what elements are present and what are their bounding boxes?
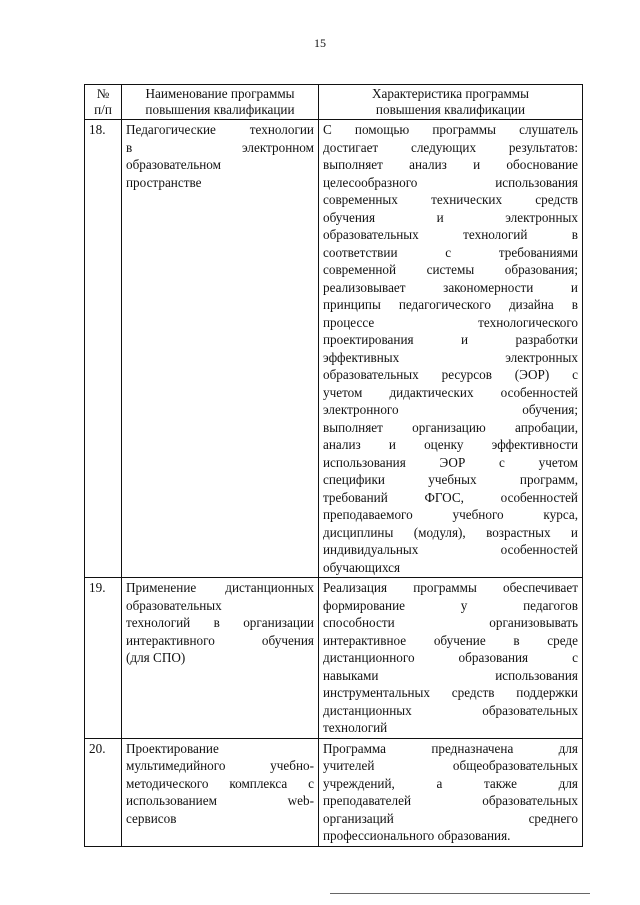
- row-number: 19.: [85, 578, 122, 739]
- program-name-line: мультимедийного учебно-: [126, 758, 314, 773]
- program-description-line: образовательных ресурсов (ЭОР) с: [323, 367, 578, 382]
- program-name: [122, 578, 319, 739]
- header-name-line: Наименование программы: [145, 86, 295, 101]
- program-name-line: методического комплекса с: [126, 775, 314, 791]
- program-description-line: инструментальных средств поддержки: [323, 685, 578, 700]
- page-number: 15: [314, 36, 326, 50]
- row-number: 20.: [85, 738, 122, 846]
- table-body: [85, 120, 583, 847]
- program-description-line: эффективных электронных: [323, 349, 578, 365]
- table-row: [85, 738, 583, 846]
- program-description: [319, 578, 583, 739]
- program-name-line: (для СПО): [126, 650, 186, 665]
- program-description-line: выполняет анализ и обоснование: [323, 157, 578, 172]
- program-description-line: принципы педагогического дизайна в: [323, 297, 578, 312]
- program-description-line: реализовывает закономерности и: [323, 279, 578, 295]
- program-description: [319, 738, 583, 846]
- program-name-line: пространстве: [126, 174, 202, 190]
- program-description-line: анализ и оценку эффективности: [323, 437, 578, 452]
- program-description-line: образовательных технологий в: [323, 227, 578, 242]
- program-description-line: способности организовывать: [323, 615, 578, 630]
- program-name-line: использованием web-: [126, 793, 314, 808]
- program-description-line: процессе технологического: [323, 314, 578, 330]
- program-name-line: Педагогические технологии: [126, 122, 314, 137]
- program-description-line: формирование у педагогов: [323, 597, 578, 613]
- header-num: [85, 85, 122, 120]
- program-description-line: Реализация программы обеспечивает: [323, 580, 578, 595]
- program-name: [122, 120, 319, 578]
- program-description-line: учителей общеобразовательных: [323, 758, 578, 773]
- programs-table: [84, 84, 583, 847]
- program-description-line: соответствии с требованиями: [323, 244, 578, 260]
- program-name-line: сервисов: [126, 810, 177, 826]
- program-description-line: учреждений, а также для: [323, 775, 578, 791]
- program-description-line: целесообразного использования: [323, 174, 578, 190]
- program-description-line: специфики учебных программ,: [323, 472, 578, 487]
- program-description-line: выполняет организацию апробации,: [323, 419, 578, 435]
- program-description-line: достигает следующих результатов:: [323, 139, 578, 155]
- program-description-line: дистанционного образования с: [323, 650, 578, 665]
- header-desc-line: повышения квалификации: [375, 102, 526, 117]
- program-name-line: образовательном: [126, 157, 221, 172]
- program-description-line: преподавателей образовательных: [323, 793, 578, 808]
- program-description-line: преподаваемого учебного курса,: [323, 507, 578, 522]
- program-description-line: навыками использования: [323, 667, 578, 683]
- program-description-line: дистанционных образовательных: [323, 702, 578, 718]
- program-name-line: в электронном: [126, 139, 314, 155]
- program-description-line: С помощью программы слушатель: [323, 122, 578, 137]
- header-num-line: №: [96, 86, 110, 101]
- row-number: 18.: [85, 120, 122, 578]
- program-description-line: использования ЭОР с учетом: [323, 454, 578, 470]
- table-header-row: [85, 85, 583, 120]
- header-name-line: повышения квалификации: [145, 102, 295, 117]
- program-description: [319, 120, 583, 578]
- table-row: [85, 578, 583, 739]
- program-description-line: Программа предназначена для: [323, 740, 578, 756]
- program-name-line: образовательных: [126, 597, 222, 613]
- table-row: [85, 120, 583, 578]
- program-description-line: индивидуальных особенностей: [323, 542, 578, 557]
- program-description-line: современных технических средств: [323, 192, 578, 207]
- program-name-line: Применение дистанционных: [126, 580, 314, 595]
- header-name: [122, 85, 319, 120]
- program-name: [122, 738, 319, 846]
- program-name-line: интерактивного обучения: [126, 632, 314, 648]
- bottom-rule: [330, 893, 590, 894]
- program-name-line: Проектирование: [126, 740, 219, 756]
- program-description-line: интерактивное обучение в среде: [323, 632, 578, 648]
- header-desc: [319, 85, 583, 120]
- program-description-line: требований ФГОС, особенностей: [323, 489, 578, 505]
- program-description-line: обучения и электронных: [323, 209, 578, 225]
- header-desc-line: Характеристика программы: [371, 86, 529, 101]
- program-description-line: профессионального образования.: [323, 828, 511, 843]
- program-description-line: технологий: [323, 720, 388, 735]
- header-num-line: п/п: [94, 102, 112, 117]
- program-description-line: обучающихся: [323, 559, 401, 575]
- program-description-line: учетом дидактических особенностей: [323, 384, 578, 400]
- program-description-line: электронного обучения;: [323, 402, 578, 417]
- program-description-line: организаций среднего: [323, 810, 578, 826]
- program-description-line: дисциплины (модуля), возрастных и: [323, 524, 578, 540]
- program-description-line: проектирования и разработки: [323, 332, 578, 347]
- program-name-line: технологий в организации: [126, 615, 314, 630]
- program-description-line: современной системы образования;: [323, 262, 578, 277]
